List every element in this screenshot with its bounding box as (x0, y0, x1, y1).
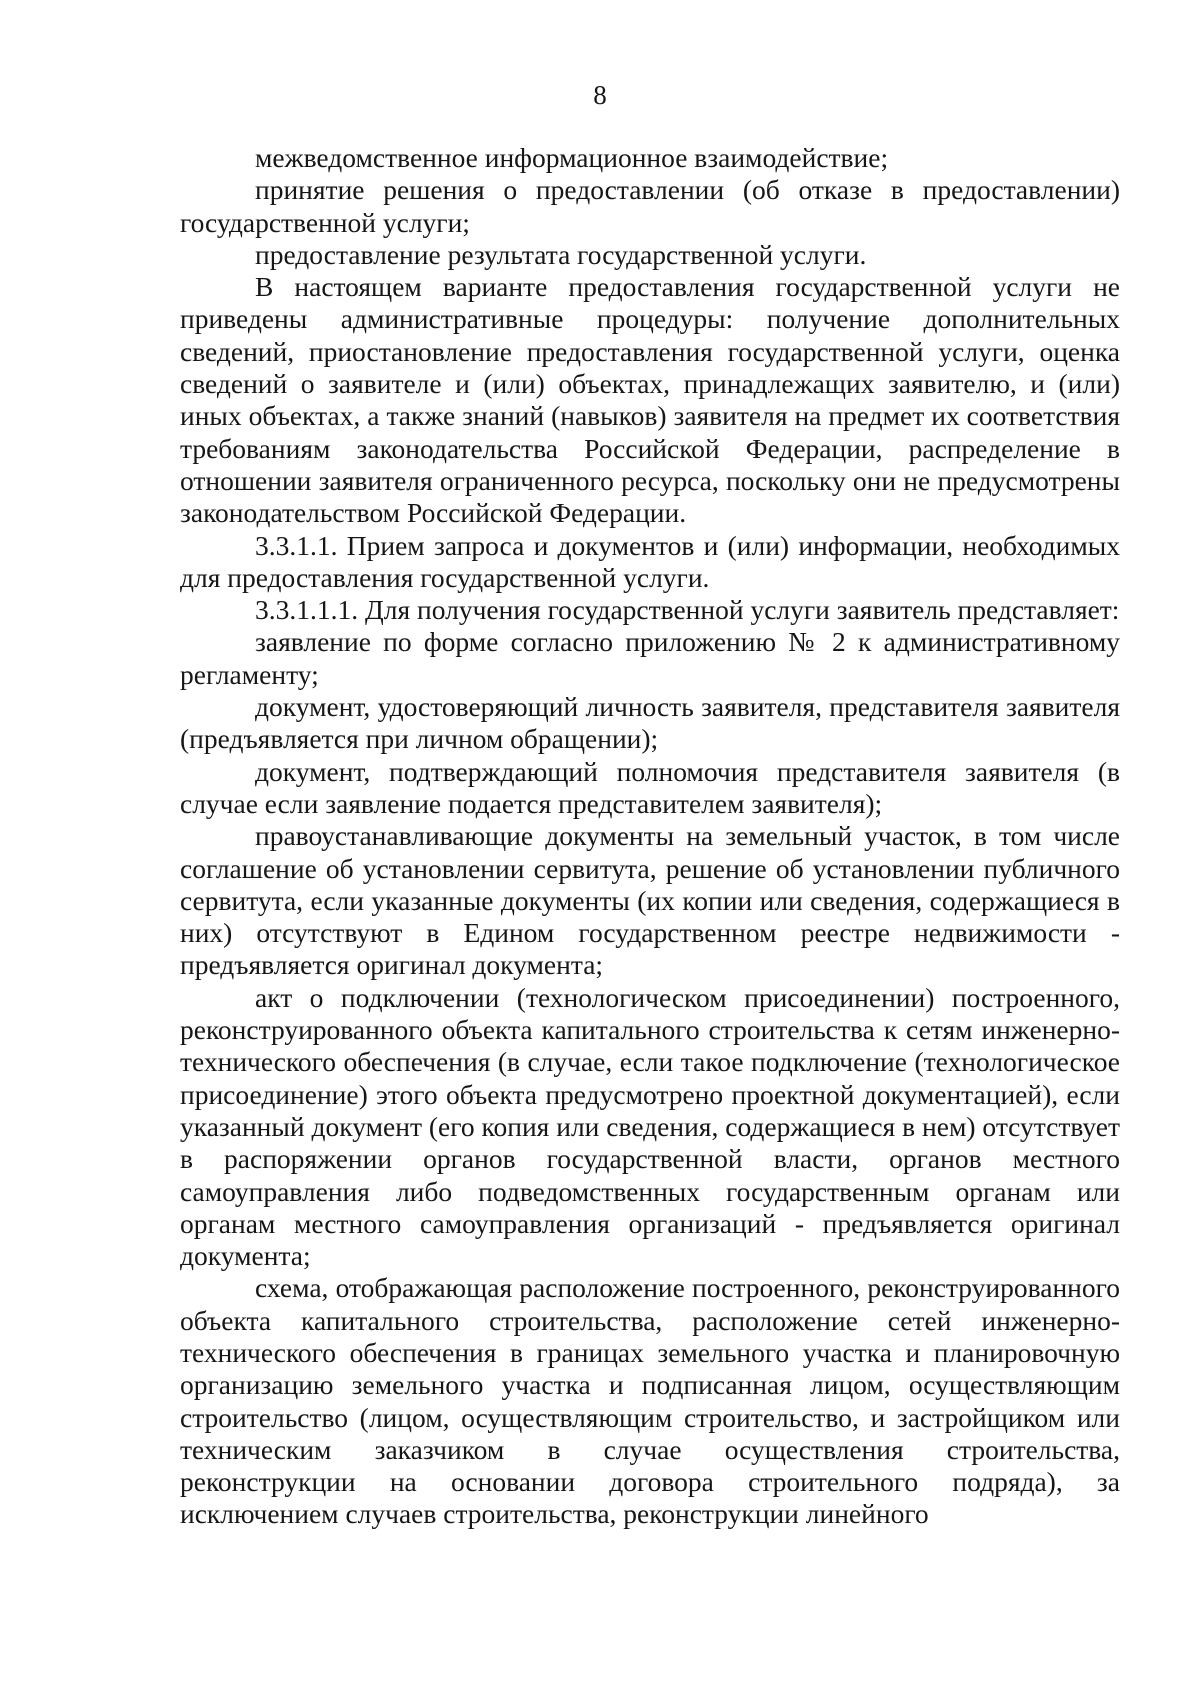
section-heading-3-3-1-1: 3.3.1.1. Прием запроса и документов и (или) информации, необходимых для предоставления государственной услуги. (180, 529, 1120, 593)
list-item-connection-act: акт о подключении (технологическом присоединении) построенного, реконструированного объекта капитального строительства к сетям инженерно-технического обеспечения (в случае, если такое подключение (технологическое присоединение) этого объекта предусмотрено проектной документацией), если указанный документ (его копия или сведения, содержащиеся в нем) отсутствует в распоряжении органов государственной власти, органов местного самоуправления либо подведомственных государственным органам или органам местного самоуправления организаций - предъявляется оригинал документа; (180, 981, 1120, 1272)
page-body (180, 142, 1120, 1531)
paragraph-3-3-1-1-1: 3.3.1.1.1. Для получения государственной услуги заявитель представляет: (255, 594, 1120, 626)
paragraph-excluded-procedures: В настоящем варианте предоставления государственной услуги не приведены административные процедуры: получение дополнительных сведений, приостановление предоставления государственной услуги, оценка сведений о заявителе и (или) объектах, принадлежащих заявителю, и (или) иных объектах, а также знаний (навыков) заявителя на предмет их соответствия требованиям законодательства Российской Федерации, распределение в отношении заявителя ограниченного ресурса, поскольку они не предусмотрены законодательством Российской Федерации. (180, 271, 1120, 529)
list-item-site-scheme: схема, отображающая расположение построенного, реконструированного объекта капитального строительства, расположение сетей инженерно-технического обеспечения в границах земельного участка и планировочную организацию земельного участка и подписанная лицом, осуществляющим строительство (лицом, осуществляющим строительство, и застройщиком или техническим заказчиком в случае осуществления строительства, реконструкции на основании договора строительного подряда), за исключением случаев строительства, реконструкции линейного (180, 1272, 1120, 1530)
list-item-land-title-documents: правоустанавливающие документы на земельный участок, в том числе соглашение об установлении сервитута, решение об установлении публичного сервитута, если указанные документы (их копии или сведения, содержащиеся в них) отсутствуют в Едином государственном реестре недвижимости - предъявляется оригинал документа; (180, 820, 1120, 981)
list-item-application-form: заявление по форме согласно приложению № 2 к административному регламенту; (180, 626, 1120, 690)
paragraph-interagency-interaction: межведомственное информационное взаимодействие; (255, 142, 889, 173)
page-number: 8 (593, 80, 607, 110)
list-item-identity-document: документ, удостоверяющий личность заявителя, представителя заявителя (предъявляется при личном обращении); (180, 691, 1120, 755)
list-item-authority-document: документ, подтверждающий полномочия представителя заявителя (в случае если заявление подается представителем заявителя); (180, 755, 1120, 819)
paragraph-result-provision: предоставление результата государственной услуги. (255, 238, 867, 270)
paragraph-decision-making: принятие решения о предоставлении (об отказе в предоставлении) государственной услуги; (180, 174, 1120, 238)
